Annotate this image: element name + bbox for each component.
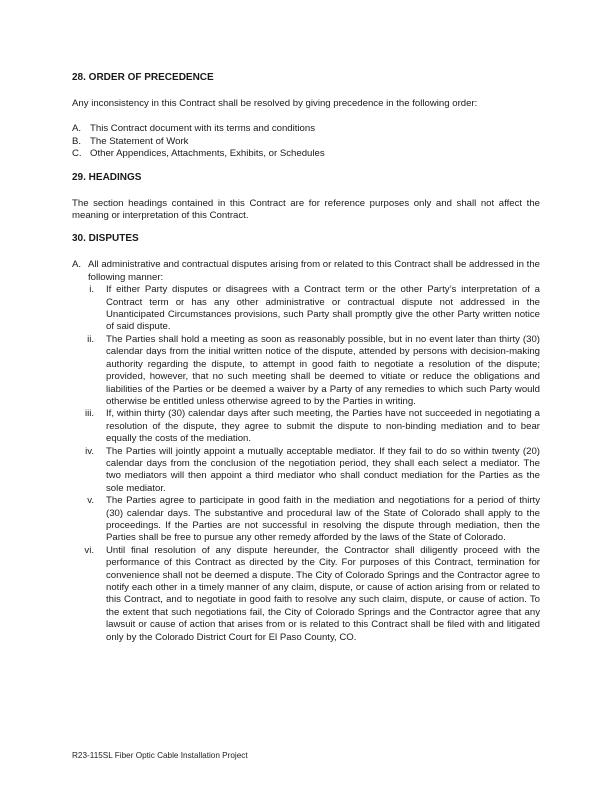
section-30-heading: 30. DISPUTES [72,233,139,245]
disputes-subitem [72,495,540,545]
precedence-item-label: A. [72,123,82,135]
precedence-item [72,136,540,148]
section-29-heading: 29. HEADINGS [72,171,142,183]
clause-a-label: A. [72,259,82,271]
precedence-item-text: This Contract document with its terms and conditions [90,123,316,135]
disputes-subitem [72,284,540,334]
precedence-item [72,148,540,160]
subitem-number: v. [87,495,94,507]
disputes-clause-a [72,259,540,284]
section-28-heading: 28. ORDER OF PRECEDENCE [72,72,214,83]
precedence-item-label: B. [72,135,82,147]
page-footer: R23-115SL Fiber Optic Cable Installation Project [72,751,248,760]
disputes-subitem [72,545,540,644]
subitem-number: iii. [84,408,94,420]
precedence-item [72,123,540,135]
subitem-text: The Parties shall hold a meeting as soon as reasonably possible, but in no event later than thirty (30) calendar days from the initial written notice of the dispute, attended by persons with decision-making authority regarding the dispute, to attempt in good faith to negotiate a resolution of the dispute; provided, however, that no such meeting shall be deemed to vitiate or reduce the obligations and liabilities of the Parties or be deemed a waiver by a Party of any remedies to which such Party would otherwise be entitled unless otherwise agreed to by the Parties in writing. [106,333,540,407]
subitem-text: The Parties agree to participate in good faith in the mediation and negotiations for a period of thirty (30) calendar days. The substantive and procedural law of the State of Colorado shall apply to the proceedings. If the Parties are not successful in resolving the dispute through mediation, then the Parties shall be free to pursue any other remedy afforded by the laws of the State of Colorado. [106,495,540,544]
subitem-number: i. [89,284,94,296]
disputes-subitem [72,334,540,408]
precedence-item-label: C. [72,148,82,160]
subitem-text: If either Party disputes or disagrees with a Contract term or the other Party’s interpretation of a Contract term or has any other administrative or contractual dispute not addressed in the Unanticipated Circumstances provisions, such Party shall promptly give the other Party written notice of said dispute. [106,284,540,333]
subitem-text: Until final resolution of any dispute hereunder, the Contractor shall diligently proceed with the performance of this Contract as directed by the City. For purposes of this Contract, termination for convenience shall not be deemed a dispute. The City of Colorado Springs and the Contractor agree to notify each other in a timely manner of any claim, dispute, or cause of action arising from or related to this Contract, and to negotiate in good faith to resolve any such claim, dispute, or cause of action. To the extent that such negotiations fail, the City of Colorado Springs and the Contractor agree that any lawsuit or cause of action that arises from or is related to this Contract shall be filed with and litigated only by the Colorado District Court for El Paso County, CO. [106,544,540,643]
disputes-subitems [72,284,540,644]
disputes-subitem [72,408,540,445]
document-page [72,66,540,644]
section-29-body: The section headings contained in this Contract are for reference purposes only and shall not affect the meaning or interpretation of this Contract. [72,197,540,222]
subitem-number: ii. [87,333,94,345]
precedence-list [72,123,540,160]
clause-a-text: All administrative and contractual disputes arising from or related to this Contract shall be addressed in the following manner: [88,259,540,283]
precedence-item-text: Other Appendices, Attachments, Exhibits, or Schedules [90,148,325,160]
disputes-subitem [72,446,540,496]
precedence-item-text: The Statement of Work [90,135,189,147]
subitem-text: The Parties will jointly appoint a mutually acceptable mediator. If they fail to do so within twenty (20) calendar days from the conclusion of the negotiation period, they shall each select a mediator. The two mediators will then appoint a third mediator who shall conduct mediation for the Parties as the sole mediator. [106,445,540,494]
subitem-number: iv. [85,445,94,457]
section-28-intro: Any inconsistency in this Contract shall be resolved by giving precedence in the following order: [72,98,478,109]
subitem-number: vi. [84,544,94,556]
subitem-text: If, within thirty (30) calendar days after such meeting, the Parties have not succeeded in negotiating a resolution of the dispute, they agree to submit the dispute to non-binding mediation and to bear equally the costs of the mediation. [106,408,540,445]
